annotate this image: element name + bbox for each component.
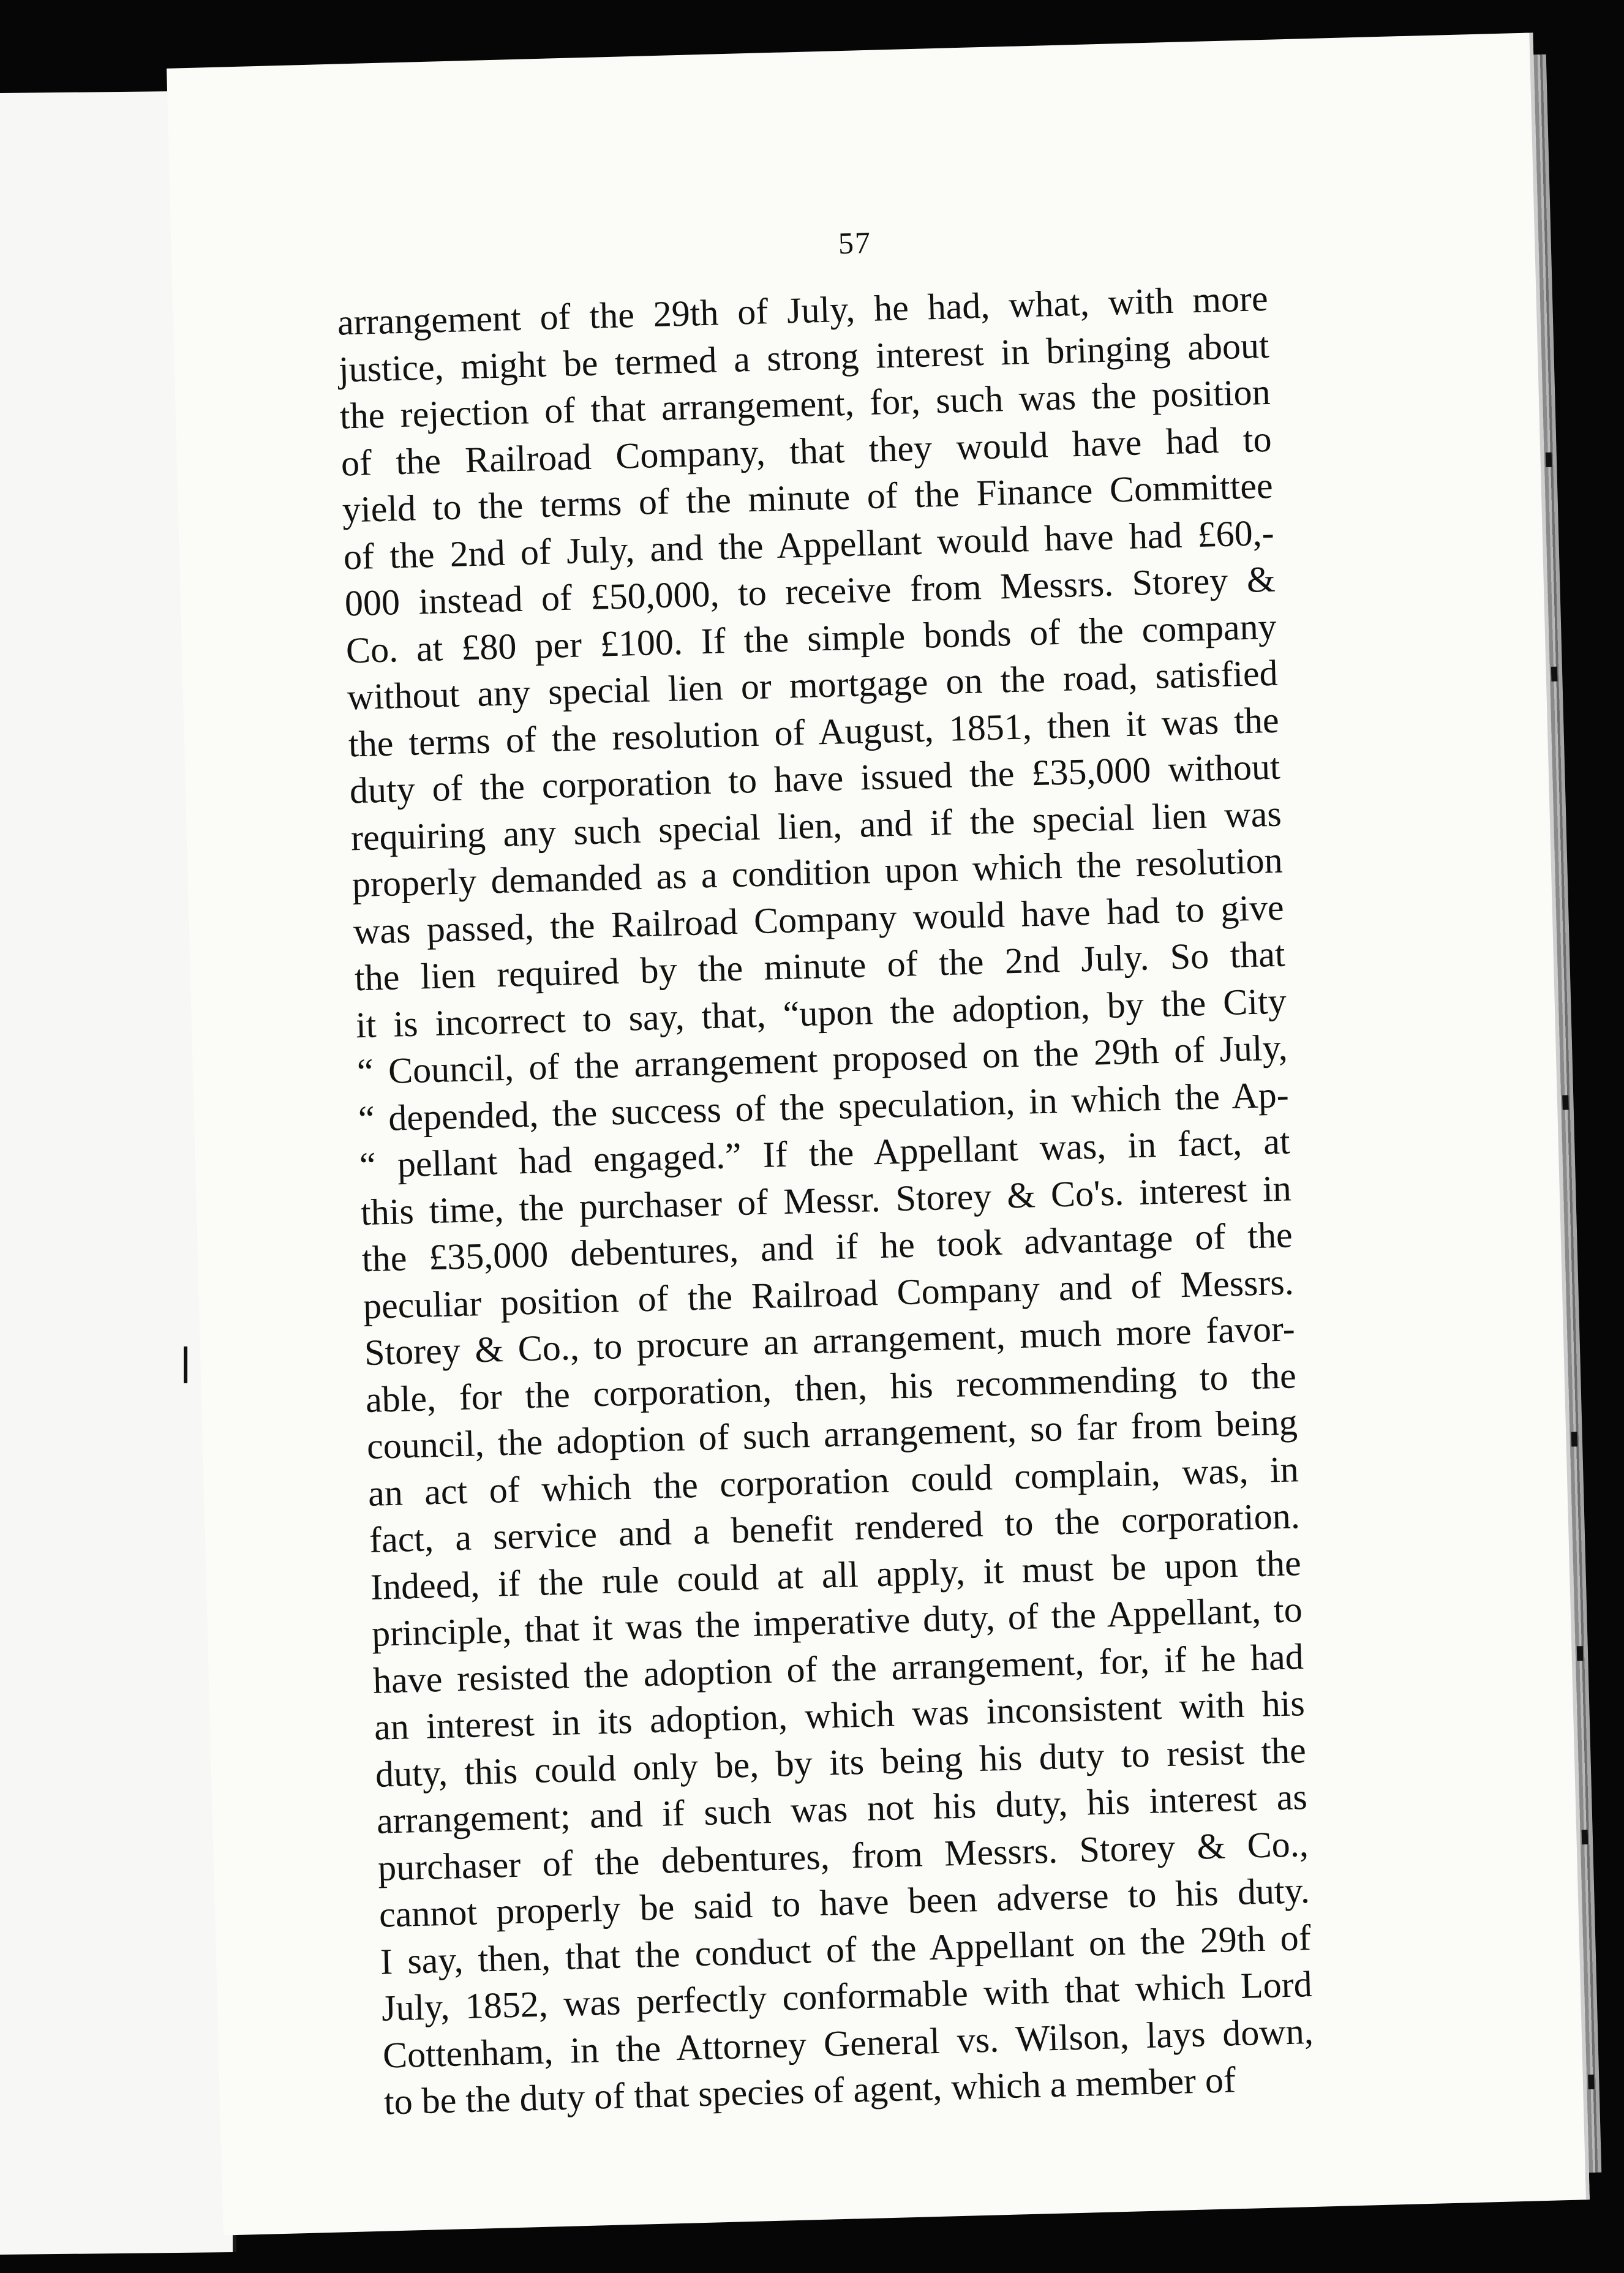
edge-mark: [1551, 667, 1558, 682]
text-line: principle, that it was the imperative duty, of the Appellant, to: [371, 1589, 1303, 1654]
text-line: the rejection of that arrangement, for, such was the position: [339, 371, 1271, 437]
text-line: “ depended, the success of the speculation, in which the Ap-: [358, 1073, 1290, 1139]
text-line: Indeed, if the rule could at all apply, it must be upon the: [370, 1542, 1302, 1607]
text-line: an interest in its adoption, which was inconsistent with his: [374, 1683, 1306, 1748]
text-line: properly demanded as a condition upon which the resolution: [351, 840, 1284, 905]
text-line: the terms of the resolution of August, 1851, then it was the: [348, 699, 1280, 764]
text-line: to be the duty of that species of agent, which a member of: [383, 2059, 1236, 2122]
text-line: July, 1852, was perfectly conformable with that which Lord: [381, 1963, 1313, 2029]
edge-mark: [1577, 1646, 1584, 1661]
text-line: Cottenham, in the Attorney General vs. Wilson, lays down,: [382, 2010, 1314, 2076]
edge-mark: [1562, 1095, 1569, 1110]
text-line: peculiar position of the Railroad Company and of Messrs.: [363, 1261, 1295, 1326]
edge-mark: [1588, 2075, 1595, 2089]
text-line: of the Railroad Company, that they would have had to: [340, 418, 1273, 484]
text-line: arrangement; and if such was not his duty, his interest as: [376, 1776, 1308, 1841]
book-page: [167, 32, 1590, 2235]
text-line: council, the adoption of such arrangement, so far from being: [366, 1402, 1298, 1467]
text-line: of the 2nd of July, and the Appellant would have had £60,-: [343, 512, 1275, 577]
text-line: duty, this could only be, by its being his duty to resist the: [375, 1729, 1307, 1795]
text-line: fact, a service and a benefit rendered to the corporation.: [369, 1495, 1301, 1560]
text-line: the £35,000 debentures, and if he took advantage of the: [361, 1214, 1293, 1280]
text-line: justice, might be termed a strong interest in bringing about: [338, 325, 1270, 390]
edge-mark: [1571, 1432, 1578, 1446]
edge-mark: [1546, 453, 1552, 467]
text-line: purchaser of the debentures, from Messrs. Storey & Co.,: [377, 1823, 1309, 1888]
text-line: an act of which the corporation could complain, was, in: [367, 1448, 1299, 1514]
text-line: “ pellant had engaged.” If the Appellant was, in fact, at: [359, 1121, 1291, 1186]
text-line: without any special lien or mortgage on the road, satisfied: [347, 652, 1279, 718]
page-number: 57: [838, 225, 872, 261]
margin-mark: [184, 1347, 187, 1383]
body-text: [337, 275, 1315, 2125]
text-line: arrangement of the 29th of July, he had, what, with more: [337, 277, 1269, 343]
text-line: it is incorrect to say, that, “upon the adoption, by the City: [355, 980, 1287, 1045]
text-line: Co. at £80 per £100. If the simple bonds of the company: [345, 606, 1277, 671]
text-line: was passed, the Railroad Company would have had to give: [353, 887, 1285, 952]
text-line: 000 instead of £50,000, to receive from Messrs. Storey &: [344, 558, 1276, 624]
text-line: Storey & Co., to procure an arrangement, much more favor-: [364, 1308, 1296, 1373]
text-line: the lien required by the minute of the 2nd July. So that: [354, 933, 1286, 999]
text-line: yield to the terms of the minute of the Finance Committee: [342, 465, 1274, 530]
text-line: I say, then, that the conduct of the Appellant on the 29th of: [380, 1917, 1312, 1982]
text-line: this time, the purchaser of Messr. Storey & Co's. interest in: [360, 1167, 1292, 1233]
text-line: “ Council, of the arrangement proposed on the 29th of July,: [356, 1027, 1288, 1092]
text-line: duty of the corporation to have issued the £35,000 without: [349, 746, 1281, 811]
text-line: have resisted the adoption of the arrangement, for, if he had: [372, 1636, 1304, 1701]
text-line: requiring any such special lien, and if the special lien was: [350, 793, 1282, 858]
edge-mark: [1582, 1830, 1588, 1844]
text-line: able, for the corporation, then, his recommending to the: [365, 1354, 1297, 1420]
text-line: cannot properly be said to have been adverse to his duty.: [378, 1869, 1310, 1935]
